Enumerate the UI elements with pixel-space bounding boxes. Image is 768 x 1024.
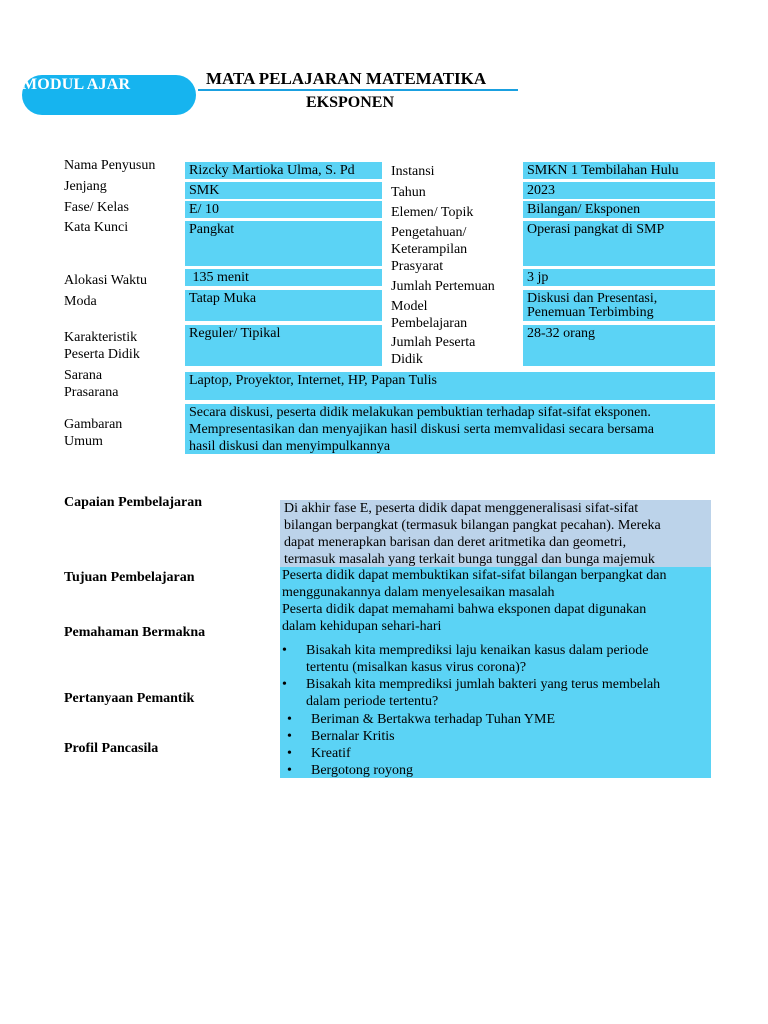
label-gambaran: Gambaran — [64, 417, 123, 432]
pemahaman-line-2: dalam kehidupan sehari-hari — [282, 619, 442, 634]
page-title: MATA PELAJARAN MATEMATIKA — [198, 69, 518, 91]
gambaran-line-3: hasil diskusi dan menyimpulkannya — [189, 439, 391, 454]
value-elemen-topik: Bilangan/ Eksponen — [523, 201, 715, 218]
capaian-box — [280, 500, 711, 567]
pertanyaan-1-line-2: tertentu (misalkan kasus virus corona)? — [306, 660, 527, 675]
label-pemahaman: Pemahaman Bermakna — [64, 625, 206, 640]
label-didik: Didik — [391, 352, 423, 367]
value-tahun: 2023 — [523, 182, 715, 199]
pemahaman-line-1: Peserta didik dapat memahami bahwa eksponen dapat digunakan — [282, 602, 647, 617]
label-elemen-topik: Elemen/ Topik — [391, 205, 474, 220]
profil-list — [282, 711, 711, 779]
label-pembelajaran: Pembelajaran — [391, 316, 468, 331]
gambaran-line-2: Mempresentasikan dan menyajikan hasil diskusi serta memvalidasi secara bersama — [189, 422, 654, 437]
value-jumlah-peserta: 28-32 orang — [523, 325, 715, 366]
list-item — [282, 676, 711, 710]
pertanyaan-2-line-1: • Bisakah kita memprediksi jumlah bakteri yang terus membelah — [306, 677, 661, 692]
capaian-line-3: dapat menerapkan barisan dan deret aritmetika dan geometri, — [284, 535, 627, 550]
capaian-line-4: termasuk masalah yang terkait bunga tunggal dan bunga majemuk — [284, 552, 655, 567]
list-item: • Bergotong royong — [287, 762, 711, 779]
value-jumlah-pertemuan: 3 jp — [523, 269, 715, 286]
label-capaian: Capaian Pembelajaran — [64, 495, 203, 510]
label-instansi: Instansi — [391, 164, 435, 179]
gambaran-line-1: Secara diskusi, peserta didik melakukan pembuktian terhadap sifat-sifat eksponen. — [189, 405, 651, 420]
value-model-line2: Penemuan Terbimbing — [527, 305, 654, 320]
label-pengetahuan: Pengetahuan/ — [391, 225, 467, 240]
label-jumlah-pertemuan: Jumlah Pertemuan — [391, 279, 495, 294]
list-item: • Kreatif — [287, 745, 711, 762]
capaian-line-2: bilangan berpangkat (termasuk bilangan pangkat pecahan). Mereka — [284, 518, 661, 533]
value-alokasi-waktu: 135 menit — [185, 269, 382, 286]
modul-ajar-badge — [22, 75, 196, 115]
tujuan-line-1: Peserta didik dapat membuktikan sifat-sifat bilangan berpangkat dan — [282, 568, 667, 583]
value-karakteristik: Reguler/ Tipikal — [185, 325, 382, 366]
value-sarana: Laptop, Proyektor, Internet, HP, Papan Tulis — [185, 372, 715, 400]
label-prasarana: Prasarana — [64, 385, 119, 400]
label-moda: Moda — [64, 294, 97, 309]
label-tahun: Tahun — [391, 185, 426, 200]
label-model: Model — [391, 299, 428, 314]
list-item: • Beriman & Bertakwa terhadap Tuhan YME — [287, 711, 711, 728]
page-subtitle: EKSPONEN — [306, 94, 395, 111]
content-box — [280, 567, 711, 778]
value-kata-kunci: Pangkat — [185, 221, 382, 266]
value-model — [523, 290, 715, 321]
label-fase-kelas: Fase/ Kelas — [64, 200, 129, 215]
label-jenjang: Jenjang — [64, 179, 107, 194]
capaian-line-1: Di akhir fase E, peserta didik dapat menggeneralisasi sifat-sifat — [284, 501, 639, 516]
value-prasyarat: Operasi pangkat di SMP — [523, 221, 715, 266]
pertanyaan-list — [282, 642, 711, 710]
value-model-line1: Diskusi dan Presentasi, — [527, 291, 658, 306]
label-tujuan: Tujuan Pembelajaran — [64, 570, 195, 585]
pertanyaan-2-line-2: dalam periode tertentu? — [306, 694, 439, 709]
label-profil: Profil Pancasila — [64, 741, 159, 756]
value-fase-kelas: E/ 10 — [185, 201, 382, 218]
label-prasyarat: Prasyarat — [391, 259, 444, 274]
tujuan-line-2: menggunakannya dalam menyelesaikan masalah — [282, 585, 555, 600]
label-pertanyaan: Pertanyaan Pemantik — [64, 691, 195, 706]
value-gambaran — [185, 404, 715, 454]
value-instansi: SMKN 1 Tembilahan Hulu — [523, 162, 715, 179]
label-alokasi-waktu: Alokasi Waktu — [64, 273, 147, 288]
label-peserta-didik: Peserta Didik — [64, 347, 140, 362]
label-sarana: Sarana — [64, 368, 103, 383]
label-keterampilan: Keterampilan — [391, 242, 468, 257]
label-karakteristik: Karakteristik — [64, 330, 138, 345]
value-moda: Tatap Muka — [185, 290, 382, 321]
value-nama-penyusun: Rizcky Martioka Ulma, S. Pd — [185, 162, 382, 179]
pertanyaan-1-line-1: • Bisakah kita memprediksi laju kenaikan kasus dalam periode — [306, 643, 649, 658]
label-umum: Umum — [64, 434, 103, 449]
value-jenjang: SMK — [185, 182, 382, 199]
badge-label: MODUL AJAR — [22, 76, 131, 93]
label-jumlah-peserta: Jumlah Peserta — [391, 335, 476, 350]
label-nama-penyusun: Nama Penyusun — [64, 158, 156, 173]
label-kata-kunci: Kata Kunci — [64, 220, 129, 235]
list-item — [282, 642, 711, 676]
list-item: • Bernalar Kritis — [287, 728, 711, 745]
